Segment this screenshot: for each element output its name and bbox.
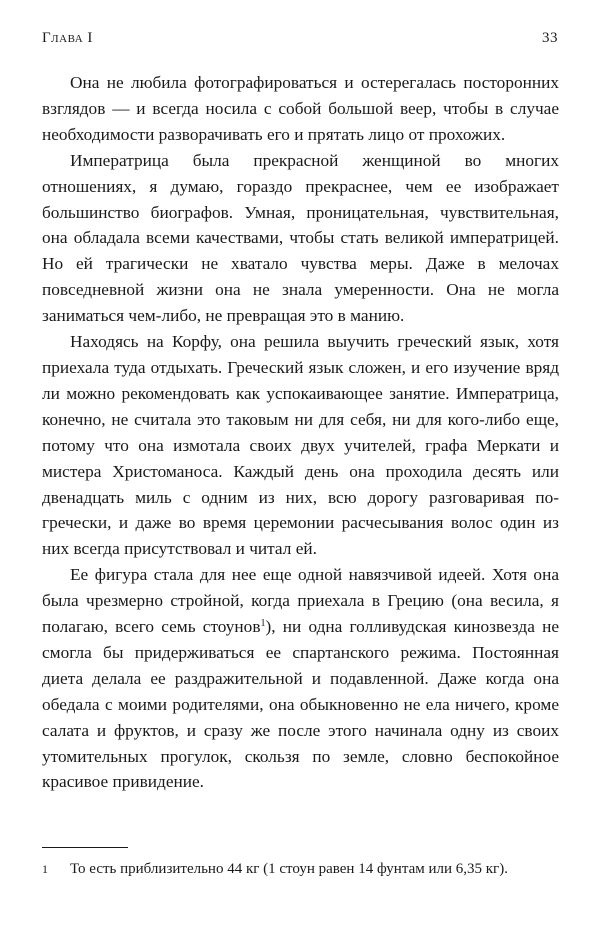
footnote-divider xyxy=(42,847,128,848)
paragraph-1: Она не любила фотографироваться и остерегалась посторонних взглядов — и всегда носила с собой большой веер, чтобы в случае необходимости разворачивать его и прятать лицо от прохожих. xyxy=(42,73,559,144)
running-head xyxy=(42,30,558,50)
paragraph-3: Находясь на Корфу, она решила выучить греческий язык, хотя приехала туда отдыхать. Греческий язык сложен, и его изучение вряд ли можно рекомендовать как успокаивающее занятие. Императрица, конечно, не считала это таковым ни для себя, ни для кого-либо еще, потому что она измотала своих двух учителей, графа Меркати и мистера Христоманоса. Каждый день она проходила десять или двенадцать миль с одним из них, всю дорогу разговаривая по-гречески, и даже во время церемонии расчесывания волос один из них всегда присутствовал и читал ей. xyxy=(42,332,559,559)
paragraph-4 xyxy=(42,562,559,795)
chapter-title: Глава I xyxy=(42,30,93,46)
paragraph-4-part-1: Ее фигура стала для нее еще одной навязчивой идеей. Хотя она была чрезмерно стройной, когда приехала в Грецию (она весила, я полагаю, всего семь стоунов xyxy=(42,565,559,637)
footnote-number: 1 xyxy=(42,862,48,876)
body-text xyxy=(42,70,559,795)
paragraph-2: Императрица была прекрасной женщиной во многих отношениях, я думаю, гораздо прекраснее, чем ее изображает большинство биографов. Умная, проницательная, чувствительная, она обладала всеми качествами, чтобы стать великой императрицей. Но ей трагически не хватало чувства меры. Даже в мелочах повседневной жизни она не знала умеренности. Она не могла заниматься чем-либо, не превращая это в манию. xyxy=(42,150,559,326)
page-number: 33 xyxy=(542,30,558,46)
paragraph-4-part-2: ), ни одна голливудская кинозвезда не смогла бы придерживаться ее спартанского режима. Постоянная диета делала ее раздражительной и подавленной. Даже когда она обедала с моими родителями, она обыкновенно не ела ничего, кроме салата и фруктов, и сразу же после этого начинала одну из своих утомительных прогулок, скользя по земле, словно беспокойное красивое привидение. xyxy=(42,617,559,792)
footnote xyxy=(42,859,559,880)
footnote-text: То есть приблизительно 44 кг (1 стоун равен 14 фунтам или 6,35 кг). xyxy=(70,861,508,877)
footnote-reference[interactable]: 1 xyxy=(260,618,266,630)
